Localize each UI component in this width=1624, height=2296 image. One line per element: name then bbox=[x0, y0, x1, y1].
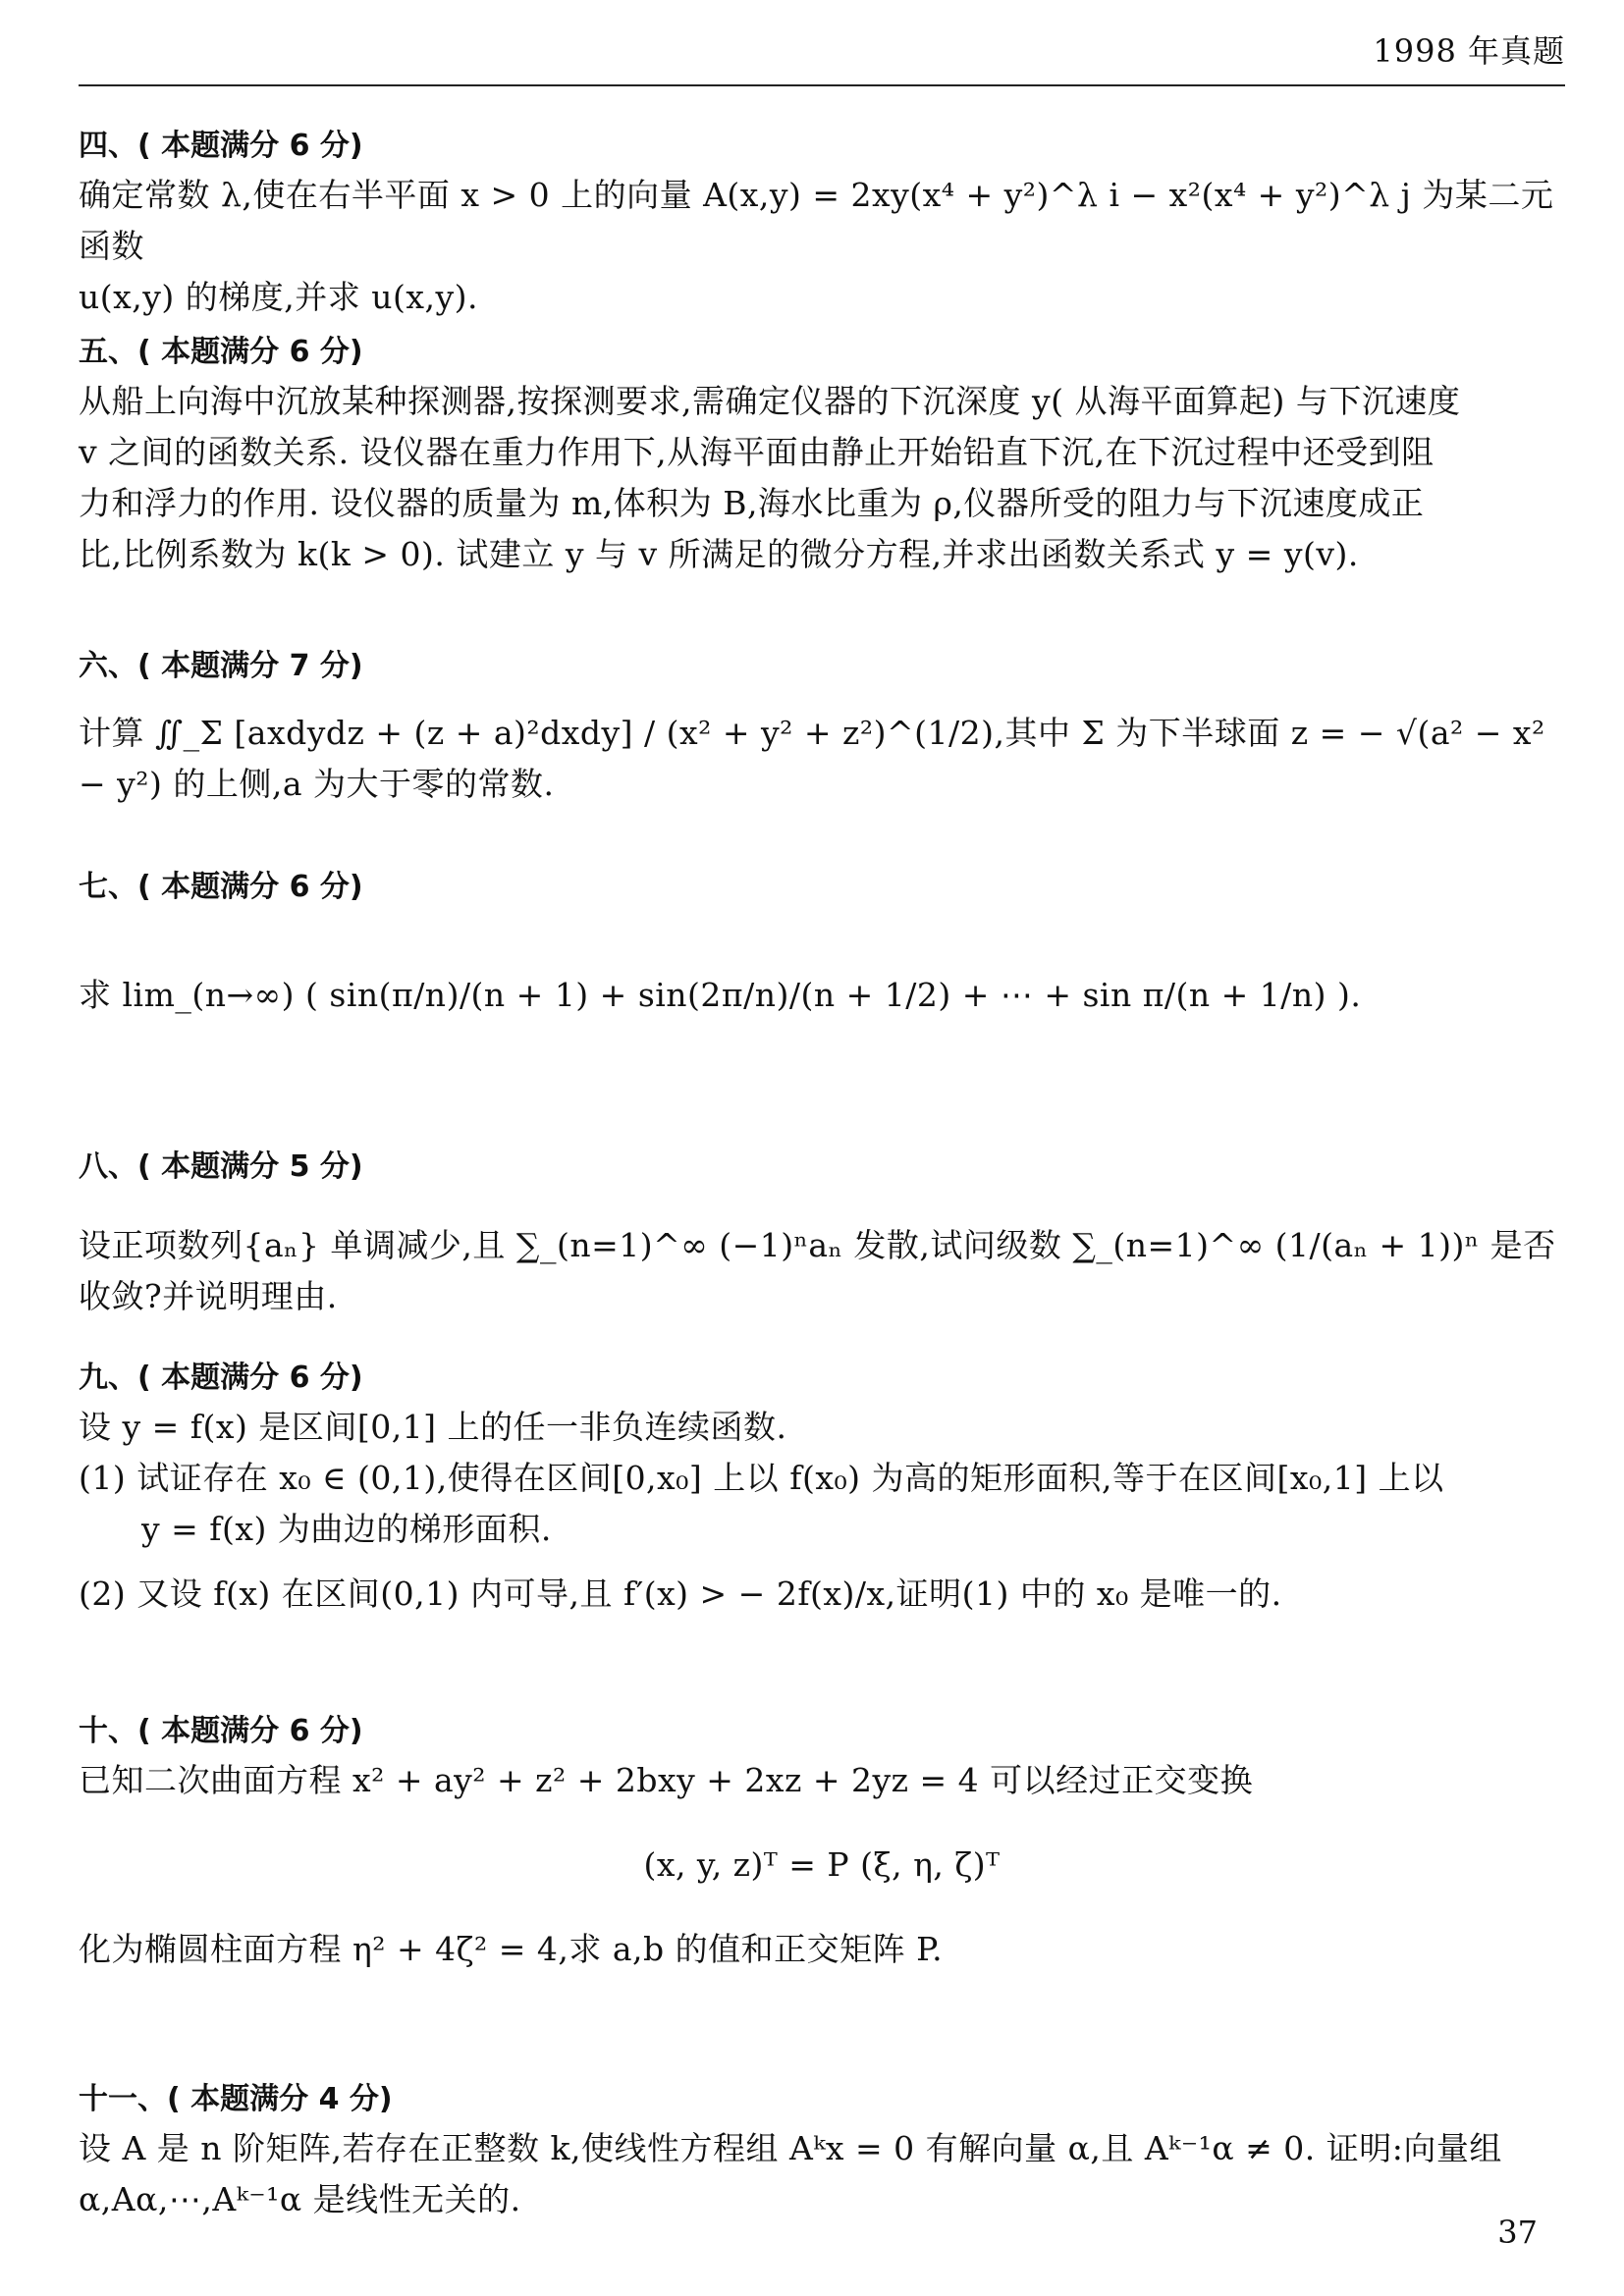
section-4 bbox=[79, 123, 1565, 323]
body-line: 比,比例系数为 k(k > 0). 试建立 y 与 v 所满足的微分方程,并求出函数关系式 y = y(v). bbox=[79, 535, 1359, 573]
body-line: 从船上向海中沉放某种探测器,按探测要求,需确定仪器的下沉深度 y( 从海平面算起) 与下沉速度 bbox=[79, 382, 1461, 420]
body-line: u(x,y) 的梯度,并求 u(x,y). bbox=[79, 278, 478, 316]
section-heading: 六、( 本题满分 7 分) bbox=[79, 649, 363, 683]
section-heading: 十一、( 本题满分 4 分) bbox=[79, 2082, 393, 2116]
section-body bbox=[79, 2123, 1565, 2225]
body-line: 化为椭圆柱面方程 η² + 4ζ² = 4,求 a,b 的值和正交矩阵 P. bbox=[79, 1930, 944, 1968]
section-heading: 五、( 本题满分 6 分) bbox=[79, 335, 363, 369]
body-line: (2) 又设 f(x) 在区间(0,1) 内可导,且 f′(x) > − 2f(x)/x,证明(1) 中的 x₀ 是唯一的. bbox=[79, 1575, 1282, 1613]
section-6 bbox=[79, 643, 1565, 810]
body-line: 力和浮力的作用. 设仪器的质量为 m,体积为 B,海水比重为 ρ,仪器所受的阻力与下沉速度成正 bbox=[79, 484, 1425, 522]
section-body bbox=[79, 1755, 1565, 1975]
body-line: 设 y = f(x) 是区间[0,1] 上的任一非负连续函数. bbox=[79, 1408, 787, 1446]
page-number: 37 bbox=[1497, 2214, 1538, 2251]
body-line: y = f(x) 为曲边的梯形面积. bbox=[141, 1510, 552, 1548]
matrix-equation: (x, y, z)ᵀ = P (ξ, η, ζ)ᵀ bbox=[643, 1845, 1001, 1884]
body-line: v 之间的函数关系. 设仪器在重力作用下,从海平面由静止开始铅直下沉,在下沉过程中还受到阻 bbox=[79, 433, 1435, 471]
section-body bbox=[79, 1402, 1565, 1620]
section-body bbox=[79, 1220, 1565, 1322]
section-body bbox=[79, 376, 1565, 580]
section-10 bbox=[79, 1708, 1565, 1975]
section-heading: 九、( 本题满分 6 分) bbox=[79, 1361, 363, 1395]
section-8 bbox=[79, 1144, 1565, 1322]
page-header bbox=[79, 29, 1565, 86]
section-body bbox=[79, 170, 1565, 323]
section-5 bbox=[79, 329, 1565, 580]
body-line: 设正项数列{aₙ} 单调减少,且 ∑_(n=1)^∞ (−1)ⁿaₙ 发散,试问级数 ∑_(n=1)^∞ (1/(aₙ + 1))ⁿ 是否收敛?并说明理由. bbox=[79, 1226, 1556, 1315]
section-body bbox=[79, 970, 1565, 1021]
section-heading: 八、( 本题满分 5 分) bbox=[79, 1149, 363, 1184]
section-11 bbox=[79, 2076, 1565, 2225]
section-7 bbox=[79, 864, 1565, 1021]
section-heading: 七、( 本题满分 6 分) bbox=[79, 870, 363, 904]
body-line: 设 A 是 n 阶矩阵,若存在正整数 k,使线性方程组 Aᵏx = 0 有解向量 α,且 Aᵏ⁻¹α ≠ 0. 证明:向量组 bbox=[79, 2129, 1502, 2167]
body-line: (1) 试证存在 x₀ ∈ (0,1),使得在区间[0,x₀] 上以 f(x₀) 为高的矩形面积,等于在区间[x₀,1] 上以 bbox=[79, 1459, 1444, 1497]
body-line: 确定常数 λ,使在右半平面 x > 0 上的向量 A(x,y) = 2xy(x⁴ + y²)^λ i − x²(x⁴ + y²)^λ j 为某二元函数 bbox=[79, 176, 1554, 265]
header-title: 1998 年真题 bbox=[1373, 32, 1565, 70]
section-body bbox=[79, 708, 1565, 810]
section-heading: 四、( 本题满分 6 分) bbox=[79, 129, 363, 163]
body-line: 求 lim_(n→∞) ( sin(π/n)/(n + 1) + sin(2π/n)/(n + 1/2) + ⋯ + sin π/(n + 1/n) ). bbox=[79, 976, 1362, 1014]
body-line: 已知二次曲面方程 x² + ay² + z² + 2bxy + 2xz + 2yz = 4 可以经过正交变换 bbox=[79, 1761, 1254, 1799]
body-line: α,Aα,⋯,Aᵏ⁻¹α 是线性无关的. bbox=[79, 2180, 521, 2218]
section-9 bbox=[79, 1355, 1565, 1620]
body-line: 计算 ∬_Σ [axdydz + (z + a)²dxdy] / (x² + y² + z²)^(1/2),其中 Σ 为下半球面 z = − √(a² − x² − y²) 的上侧,a 为大于零的常数. bbox=[79, 714, 1545, 803]
section-heading: 十、( 本题满分 6 分) bbox=[79, 1714, 363, 1748]
